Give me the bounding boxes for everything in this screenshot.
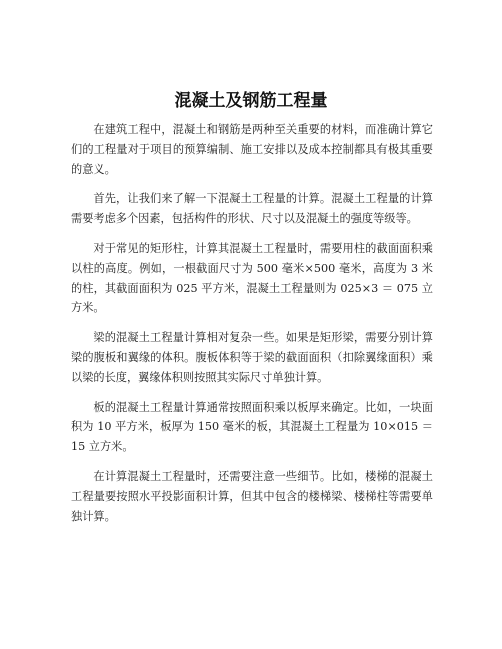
- paragraph-column: 对于常见的矩形柱，计算其混凝土工程量时，需要用柱的截面面积乘以柱的高度。例如，一根截面尺寸为 500 毫米×500 毫米，高度为 3 米的柱，其截面面积为 025 平方米，混凝土工程量则为 025×3 ＝ 075 立方米。: [71, 241, 433, 315]
- paragraph-beam: 梁的混凝土工程量计算相对复杂一些。如果是矩形梁，需要分别计算梁的腹板和翼缘的体积。腹板体积等于梁的截面面积（扣除翼缘面积）乘以梁的长度，翼缘体积则按照其实际尺寸单独计算。: [71, 331, 433, 384]
- paragraph-slab: 板的混凝土工程量计算通常按照面积乘以板厚来确定。比如，一块面积为 10 平方米，板厚为 150 毫米的板，其混凝土工程量为 10×015 ＝ 15 立方米。: [71, 400, 433, 454]
- document-title: 混凝土及钢筋工程量: [174, 91, 328, 111]
- paragraph-concrete-overview: 首先，让我们来了解一下混凝土工程量的计算。混凝土工程量的计算需要考虑多个因素，包括构件的形状、尺寸以及混凝土的强度等级等。: [71, 192, 433, 226]
- document-body: [71, 120, 433, 536]
- paragraph-stairs: 在计算混凝土工程量时，还需要注意一些细节。比如，楼梯的混凝土工程量要按照水平投影面积计算，但其中包含的楼梯梁、楼梯柱等需要单独计算。: [71, 469, 433, 523]
- paragraph-intro: 在建筑工程中，混凝土和钢筋是两种至关重要的材料，而准确计算它们的工程量对于项目的预算编制、施工安排以及成本控制都具有极其重要的意义。: [71, 123, 433, 176]
